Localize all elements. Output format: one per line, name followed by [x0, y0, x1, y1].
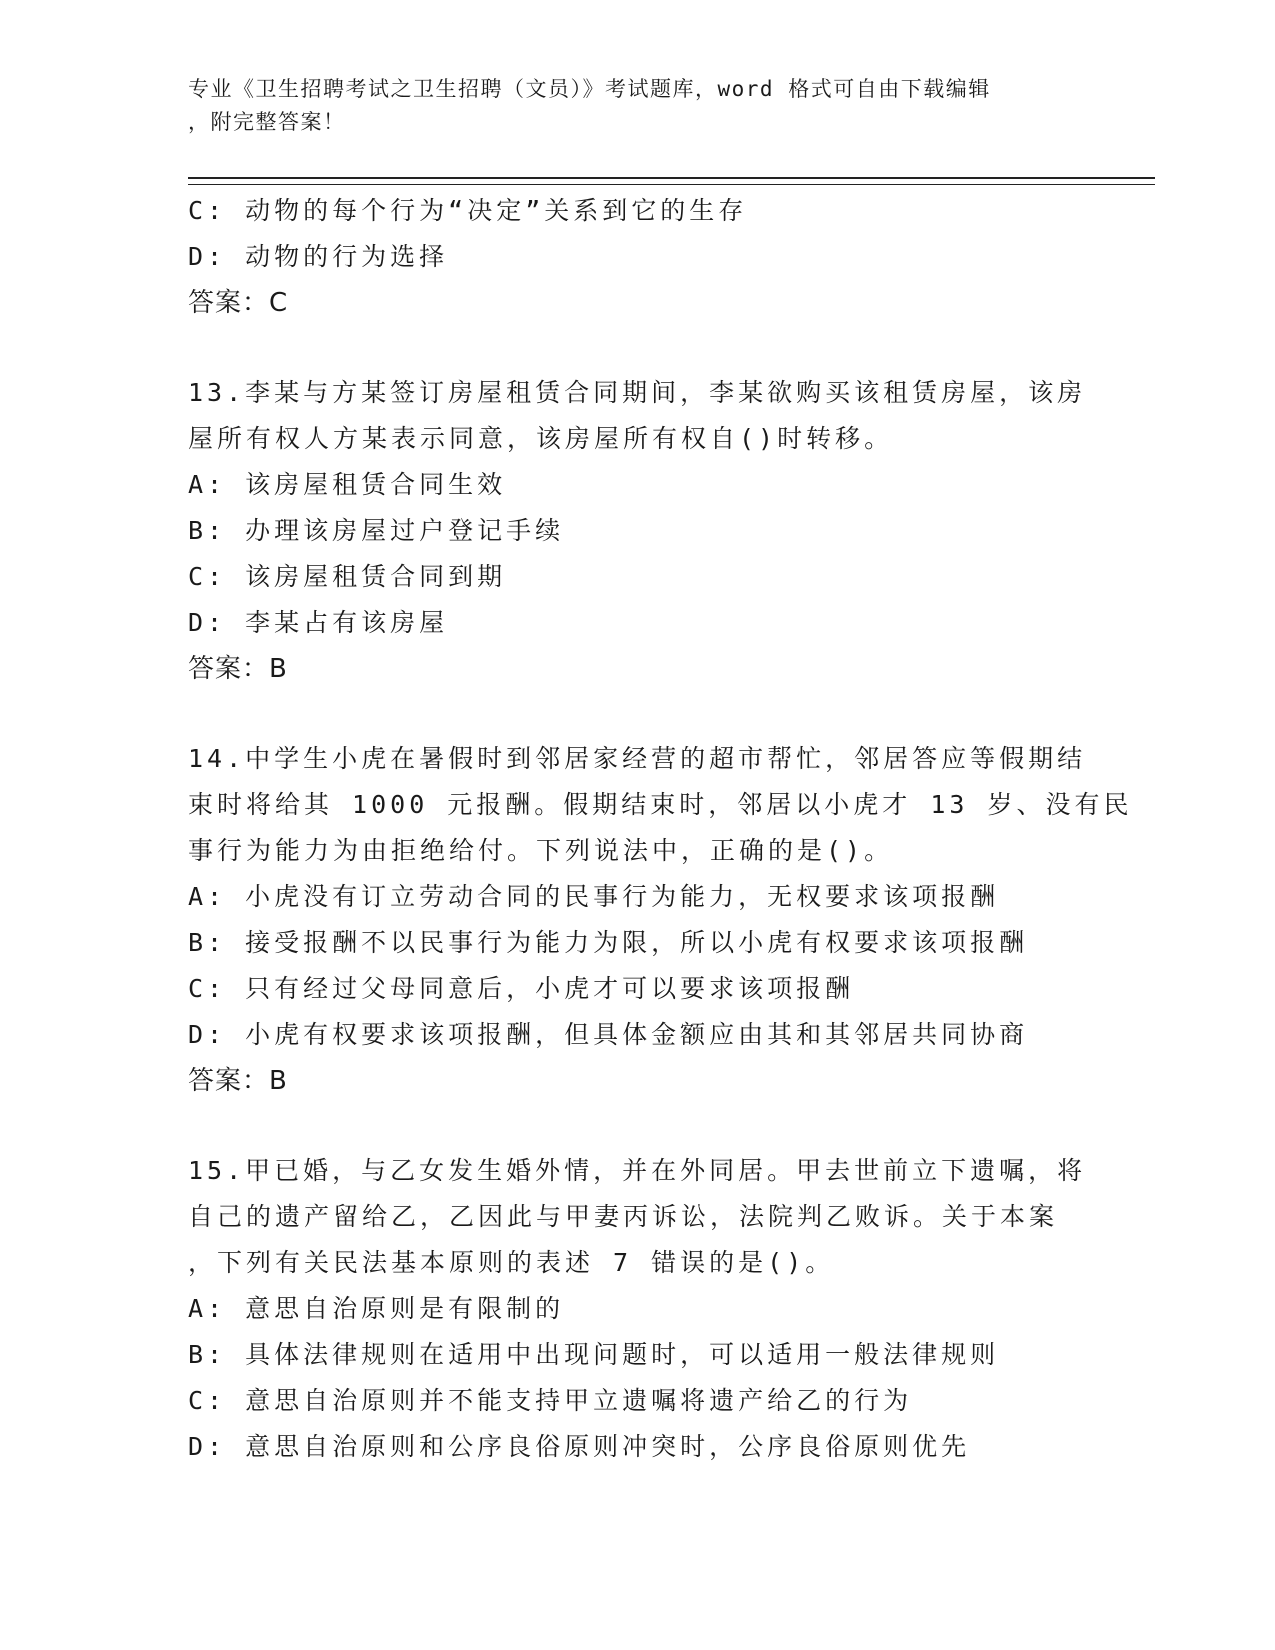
question-stem: 屋所有权人方某表示同意，该房屋所有权自()时转移。: [188, 424, 894, 453]
header-line-2: ，附完整答案！: [188, 110, 346, 134]
question-block-14: [188, 736, 1148, 1104]
option-c: C: 动物的每个行为“决定”关系到它的生存: [188, 196, 748, 225]
option-d: D: 小虎有权要求该项报酬，但具体金额应由其和其邻居共同协商: [188, 1020, 1029, 1049]
question-stem: ，下列有关民法基本原则的表述 7 错误的是()。: [188, 1248, 835, 1277]
question-block-13: [188, 370, 1148, 692]
option-b: B: 接受报酬不以民事行为能力为限，所以小虎有权要求该项报酬: [188, 928, 1029, 957]
option-c: C: 意思自治原则并不能支持甲立遗嘱将遗产给乙的行为: [188, 1386, 913, 1415]
option-d: D: 意思自治原则和公序良俗原则冲突时，公序良俗原则优先: [188, 1432, 971, 1461]
answer-line: 答案：B: [188, 654, 288, 684]
question-stem: 15.甲已婚，与乙女发生婚外情，并在外同居。甲去世前立下遗嘱，将: [188, 1156, 1087, 1185]
option-b: B: 具体法律规则在适用中出现问题时，可以适用一般法律规则: [188, 1340, 1000, 1369]
question-content: [188, 188, 1148, 1470]
option-c: C: 只有经过父母同意后，小虎才可以要求该项报酬: [188, 974, 855, 1003]
question-stem: 13.李某与方某签订房屋租赁合同期间，李某欲购买该租赁房屋，该房: [188, 378, 1087, 407]
option-d: D: 动物的行为选择: [188, 242, 449, 271]
option-d: D: 李某占有该房屋: [188, 608, 449, 637]
header-divider-thick: [188, 177, 1155, 179]
question-stem: 束时将给其 1000 元报酬。假期结束时，邻居以小虎才 13 岁、没有民: [188, 790, 1133, 819]
option-c: C: 该房屋租赁合同到期: [188, 562, 507, 591]
spacer: [188, 692, 1148, 736]
question-stem: 14.中学生小虎在暑假时到邻居家经营的超市帮忙，邻居答应等假期结: [188, 744, 1087, 773]
question-block-12: [188, 188, 1148, 326]
option-a: A: 小虎没有订立劳动合同的民事行为能力，无权要求该项报酬: [188, 882, 1000, 911]
header-divider-thin: [188, 184, 1155, 185]
question-stem: 自己的遗产留给乙，乙因此与甲妻丙诉讼，法院判乙败诉。关于本案: [188, 1202, 1059, 1231]
option-a: A: 意思自治原则是有限制的: [188, 1294, 565, 1323]
option-b: B: 办理该房屋过户登记手续: [188, 516, 565, 545]
question-block-15: [188, 1148, 1148, 1470]
spacer: [188, 1104, 1148, 1148]
option-a: A: 该房屋租赁合同生效: [188, 470, 507, 499]
document-header: [188, 73, 1088, 139]
answer-line: 答案：B: [188, 1066, 288, 1096]
answer-line: 答案：C: [188, 288, 289, 318]
question-stem: 事行为能力为由拒绝给付。下列说法中，正确的是()。: [188, 836, 894, 865]
header-line-1: 专业《卫生招聘考试之卫生招聘（文员）》考试题库，word 格式可自由下载编辑: [188, 77, 991, 101]
spacer: [188, 326, 1148, 370]
